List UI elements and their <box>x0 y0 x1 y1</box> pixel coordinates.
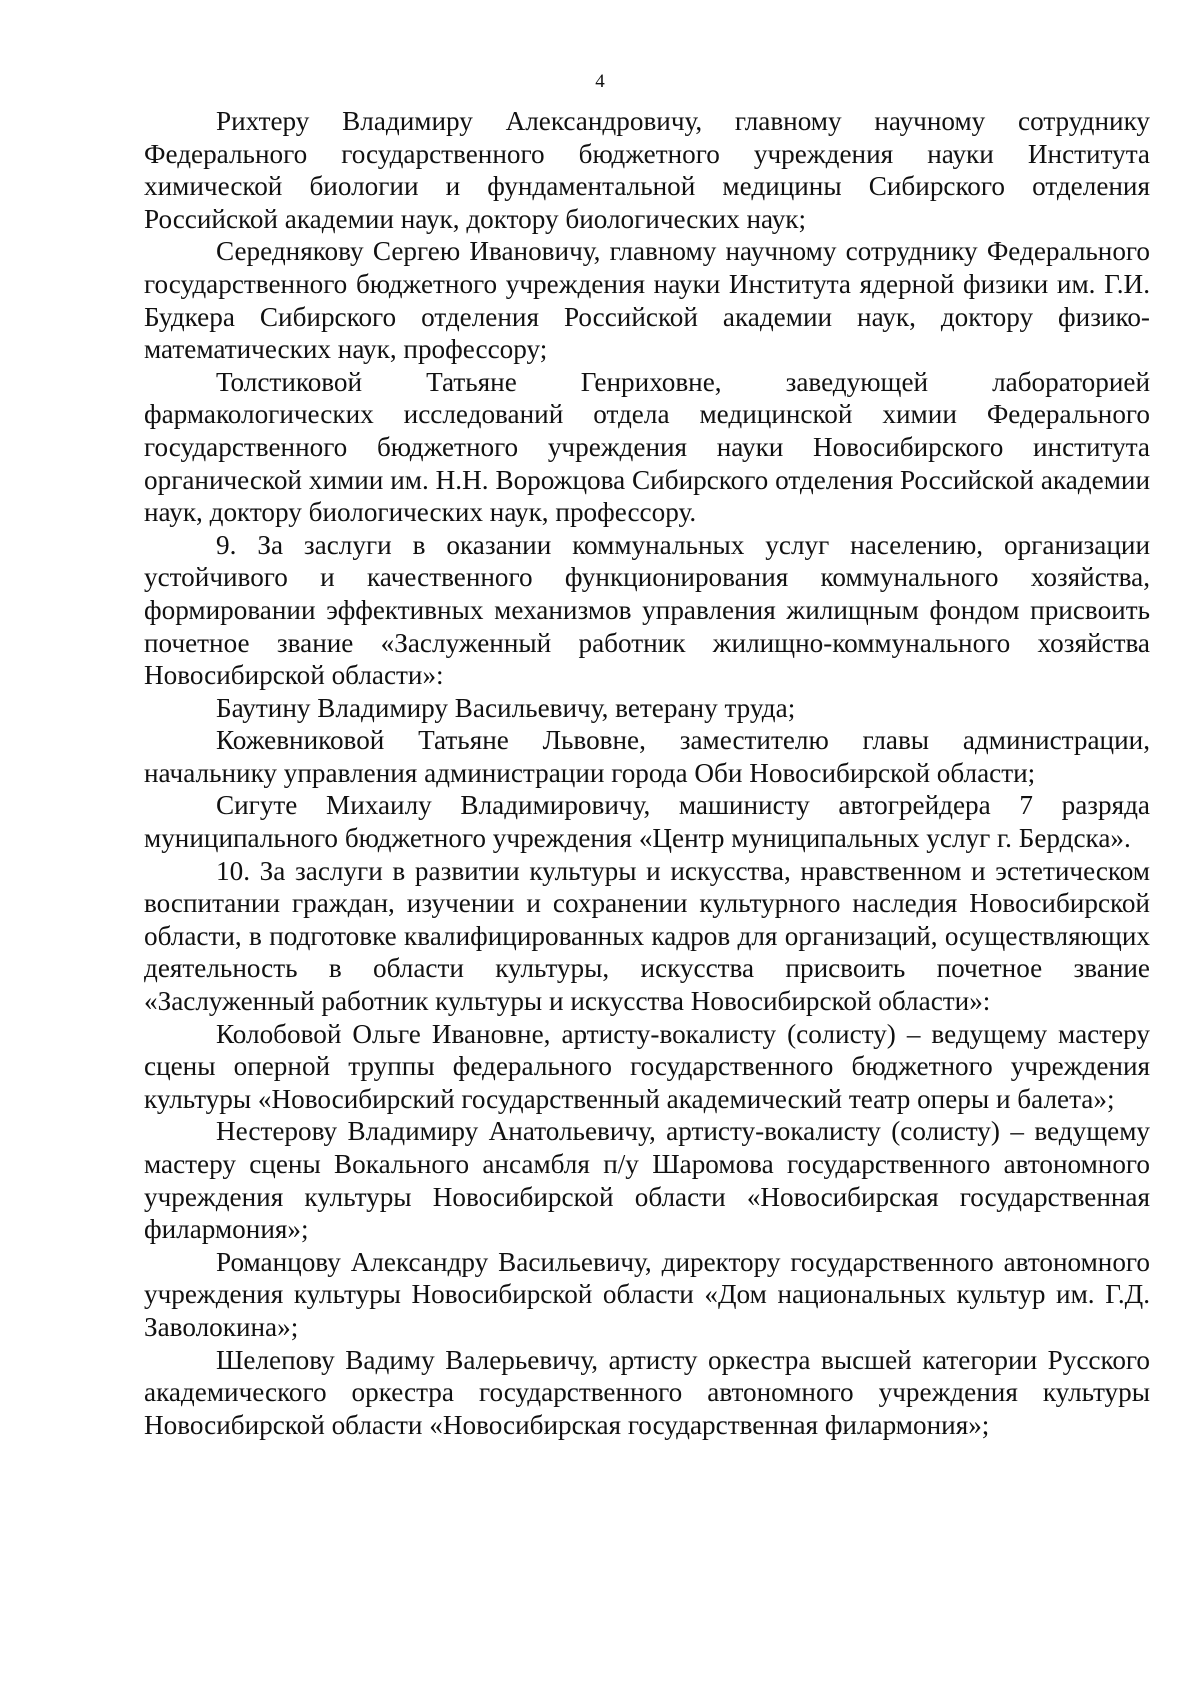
page-number: 4 <box>595 71 605 92</box>
paragraph-serednyakov: Середнякову Сергею Ивановичу, главному научному сотруднику Федерального государственного бюджетного учреждения науки Института ядерной физики им. Г.И. Будкера Сибирского отделения Российской академии наук, доктору физико-математических наук, профессору; <box>144 236 1150 365</box>
paragraph-item-9: 9. За заслуги в оказании коммунальных услуг населению, организации устойчивого и качественного функционирования коммунального хозяйства, формировании эффективных механизмов управления жилищным фондом присвоить почетное звание «Заслуженный работник жилищно-коммунального хозяйства Новосибирской области»: <box>144 529 1150 691</box>
paragraph-tolstikova: Толстиковой Татьяне Генриховне, заведующей лабораторией фармакологических исследований отдела медицинской химии Федерального государственного бюджетного учреждения науки Новосибирского института органической химии им. Н.Н. Ворожцова Сибирского отделения Российской академии наук, доктору биологических наук, профессору. <box>144 366 1150 528</box>
paragraph-kozhevnikova: Кожевниковой Татьяне Львовне, заместителю главы администрации, начальнику управления администрации города Оби Новосибирской области; <box>144 725 1150 788</box>
paragraph-rikhter: Рихтеру Владимиру Александровичу, главному научному сотруднику Федерального государственного бюджетного учреждения науки Института химической биологии и фундаментальной медицины Сибирского отделения Российской академии наук, доктору биологических наук; <box>144 106 1150 234</box>
paragraph-siguta: Сигуте Михаилу Владимировичу, машинисту автогрейдера 7 разряда муниципального бюджетного учреждения «Центр муниципальных услуг г. Бердска». <box>144 790 1150 854</box>
paragraph-kolobova: Колобовой Ольге Ивановне, артисту-вокалисту (солисту) – ведущему мастеру сцены оперной труппы федерального государственного бюджетного учреждения культуры «Новосибирский государственный академический театр оперы и балета»; <box>144 1018 1150 1114</box>
paragraph-nesterov: Нестерову Владимиру Анатольевичу, артисту-вокалисту (солисту) – ведущему мастеру сцены Вокального ансамбля п/у Шаромова государственного автономного учреждения культуры Новосибирской области «Новосибирская государственная филармония»; <box>144 1116 1150 1245</box>
paragraph-bautin: Баутину Владимиру Васильевичу, ветерану труда; <box>216 692 796 723</box>
paragraph-shelepov: Шелепову Вадиму Валерьевичу, артисту оркестра высшей категории Русского академического оркестра государственного автономного учреждения культуры Новосибирской области «Новосибирская государственная филармония»; <box>144 1344 1150 1440</box>
document-body <box>144 105 1150 1441</box>
paragraph-romantsov: Романцову Александру Васильевичу, директору государственного автономного учреждения культуры Новосибирской области «Дом национальных культур им. Г.Д. Заволокина»; <box>144 1246 1150 1342</box>
paragraph-item-10: 10. За заслуги в развитии культуры и искусства, нравственном и эстетическом воспитании граждан, изучении и сохранении культурного наследия Новосибирской области, в подготовке квалифицированных кадров для организаций, осуществляющих деятельность в области культуры, искусства присвоить почетное звание «Заслуженный работник культуры и искусства Новосибирской области»: <box>144 855 1150 1017</box>
